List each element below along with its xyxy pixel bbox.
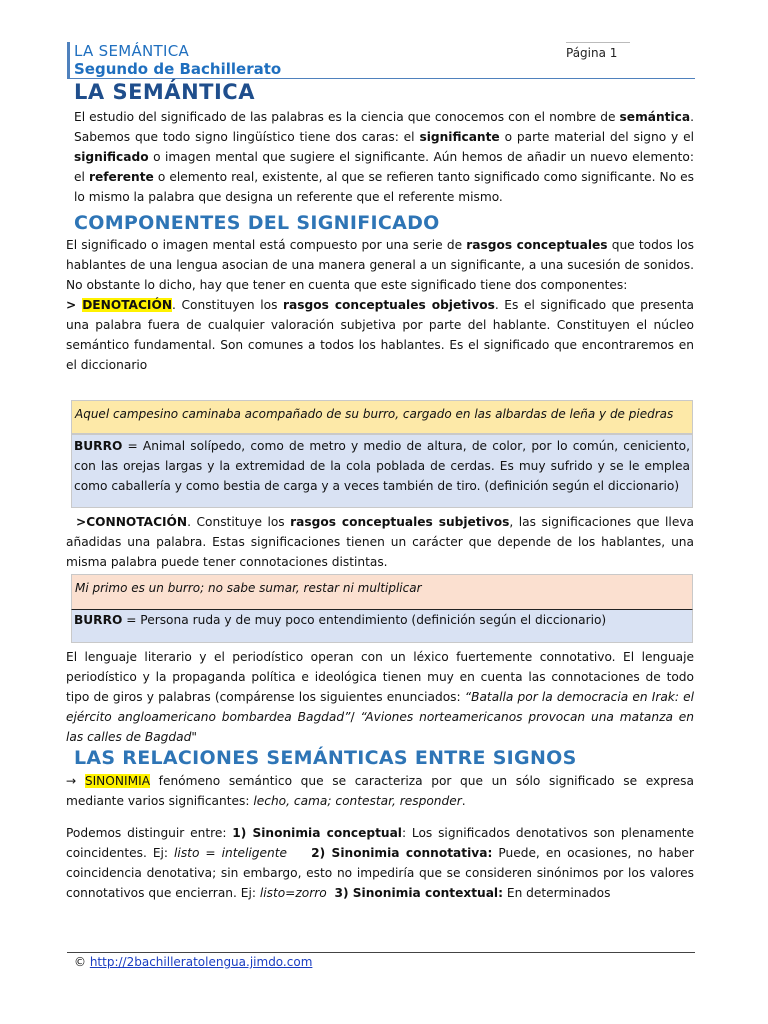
copyright-symbol: © <box>74 955 90 969</box>
footer-rule <box>67 952 695 953</box>
page-number-rule <box>566 42 630 43</box>
header-subtitle: Segundo de Bachillerato <box>74 60 282 78</box>
componentes-paragraph: El significado o imagen mental está compuesto por una serie de rasgos conceptuales que todos los hablantes de una lengua asocian de una manera general a un significante, a una sucesión de sonidos. No obstante lo dicho, hay que tener en cuenta que este significado tiene dos componentes: > DENOTACIÓN. Constituyen los rasgos conceptuales objetivos. Es el significado que presenta una palabra fuera de cualquier valoración subjetiva por parte del hablante. Constituyen el núcleo semántico fundamental. Son comunes a todos los hablantes. Es el significado que encontraremos en el diccionario <box>66 238 694 372</box>
footer-link[interactable]: http://2bachilleratolengua.jimdo.com <box>89 955 313 969</box>
example-sentence-2: Mi primo es un burro; no sabe sumar, restar ni multiplicar <box>75 581 422 595</box>
connotacion-paragraph: >CONNOTACIÓN. Constituye los rasgos conceptuales subjetivos, las significaciones que lleva añadidas una palabra. Estas significaciones tienen un carácter que depende de los hablantes, una misma palabra puede tener connotaciones distintas. <box>66 515 695 569</box>
section-heading-componentes: COMPONENTES DEL SIGNIFICADO <box>74 212 440 234</box>
footer <box>74 955 312 969</box>
definition-2: BURRO = Persona ruda y de muy poco entendimiento (definición según el diccionario) <box>74 613 607 627</box>
header-title: LA SEMÁNTICA <box>74 42 190 60</box>
sinonimia-label: SINONIMIA <box>84 774 151 788</box>
definition-1: BURRO = Animal solípedo, como de metro y medio de altura, de color, por lo común, ceniciento, con las orejas largas y la extremidad de la cola poblada de cerdas. Es muy sufrido y se le emplea como caballería y como bestia de carga y a veces también de tiro. (definición según el diccionario) <box>74 439 690 493</box>
section-heading-relaciones: LAS RELACIONES SEMÁNTICAS ENTRE SIGNOS <box>74 747 577 769</box>
lenguaje-literario-paragraph: El lenguaje literario y el periodístico operan con un léxico fuertemente connotativo. El lenguaje periodístico y la propaganda política e ideológica tienen muy en cuenta las connotaciones de todo tipo de giros y palabras (compárense los siguientes enunciados: “Batalla por la democracia en Irak: el ejército angloamericano bombardea Bagdad”/ “Aviones norteamericanos provocan una matanza en las calles de Bagdad" <box>66 650 695 744</box>
sinonimia-types-paragraph: Podemos distinguir entre: 1) Sinonimia conceptual: Los significados denotativos son plenamente coincidentes. Ej: listo = inteligente 2) Sinonimia connotativa: Puede, en ocasiones, no haber coincidencia denotativa; sin embargo, esto no impediría que se consideren sinónimos por los valores connotativos que encierran. Ej: listo=zorro 3) Sinonimia contextual: En determinados <box>66 826 695 900</box>
example-sentence-1: Aquel campesino caminaba acompañado de su burro, cargado en las albardas de leña y de piedras <box>75 407 674 421</box>
page-number: Página 1 <box>566 46 618 60</box>
page-title: LA SEMÁNTICA <box>74 80 255 104</box>
intro-paragraph: El estudio del significado de las palabras es la ciencia que conocemos con el nombre de semántica. Sabemos que todo signo lingüístico tiene dos caras: el significante o parte material del signo y el significado o imagen mental que sugiere el significante. Aún hemos de añadir un nuevo elemento: el referente o elemento real, existente, al que se refieren tanto significado como significante. No es lo mismo la palabra que designa un referente que el referente mismo. <box>74 110 694 204</box>
header-accent-bar <box>67 42 70 78</box>
sinonimia-paragraph: → SINONIMIA fenómeno semántico que se caracteriza por que un sólo significado se expresa mediante varios significantes: lecho, cama; contestar, responder. <box>66 774 694 808</box>
header-rule <box>67 78 695 79</box>
denotacion-label: DENOTACIÓN <box>82 298 173 312</box>
